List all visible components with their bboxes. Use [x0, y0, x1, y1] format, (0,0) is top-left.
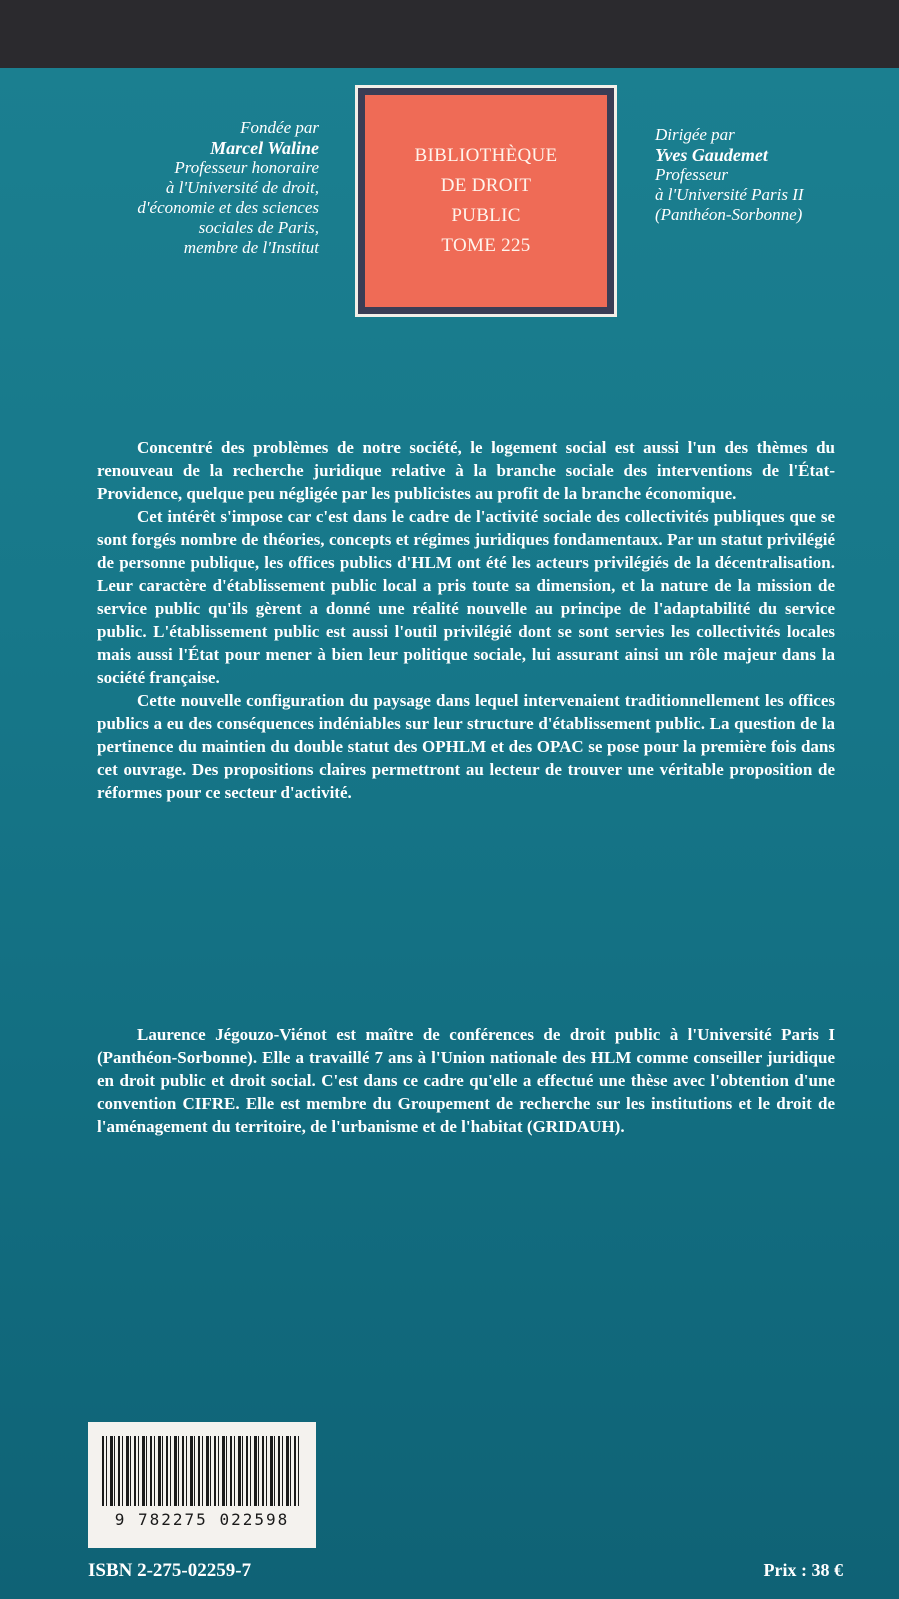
director-title-1: Professeur — [655, 165, 729, 184]
director-credit — [655, 125, 895, 225]
book-back-cover — [0, 68, 899, 1599]
founder-label: Fondée par — [240, 118, 319, 137]
series-line-3: PUBLIC — [451, 205, 521, 226]
series-label — [365, 95, 607, 307]
founder-name: Marcel Waline — [210, 138, 319, 158]
series-line-1: BIBLIOTHÈQUE — [414, 145, 558, 166]
founder-credit — [19, 118, 319, 258]
barcode-bars — [102, 1436, 302, 1506]
director-name: Yves Gaudemet — [655, 145, 768, 165]
barcode-digits: 9 782275 022598 — [114, 1510, 290, 1529]
series-label-frame — [355, 85, 617, 317]
blurb-paragraph-2: Cet intérêt s'impose car c'est dans le cadre de l'activité sociale des collectivités publiques que se sont forgés nombre de théories, concepts et régimes juridiques fondamentaux. Par un statut privilégié de personne publique, les offices publics d'HLM ont été les acteurs privilégiés de la décentralisation. Leur caractère d'établissement public local a pris toute sa dimension, et la nature de la mission de service public qu'ils gèrent a donné une réalité nouvelle au principe de l'adaptabilité du service public. L'établissement public est aussi l'outil privilégié dont se sont servies les collectivités locales mais aussi l'État pour mener à bien leur politique sociale, lui assurant ainsi un rôle majeur dans la société française. — [97, 507, 835, 687]
founder-title-2: à l'Université de droit, — [165, 178, 319, 197]
price-label: Prix : 38 € — [763, 1560, 843, 1580]
director-title-2: à l'Université Paris II — [655, 185, 804, 204]
isbn-number: ISBN 2-275-02259-7 — [88, 1560, 252, 1581]
series-line-2: DE DROIT — [440, 175, 532, 196]
barcode-label — [88, 1422, 316, 1548]
founder-title-5: membre de l'Institut — [183, 238, 319, 257]
author-bio-text: Laurence Jégouzo-Viénot est maître de conférences de droit public à l'Université Paris I (Panthéon-Sorbonne). Elle a travaillé 7 ans à l'Union nationale des HLM comme conseiller juridique en droit public et droit social. C'est dans ce cadre qu'elle a effectué une thèse avec l'obtention d'une convention CIFRE. Elle est membre du Groupement de recherche sur les institutions et le droit de l'aménagement du territoire, de l'urbanisme et de l'habitat (GRIDAUH). — [97, 1025, 835, 1136]
founder-title-4: sociales de Paris, — [198, 218, 319, 237]
director-title-3: (Panthéon-Sorbonne) — [655, 205, 803, 224]
founder-title-1: Professeur honoraire — [174, 158, 319, 177]
founder-title-3: d'économie et des sciences — [137, 198, 319, 217]
director-label: Dirigée par — [655, 125, 735, 144]
blurb-paragraph-1: Concentré des problèmes de notre société, le logement social est aussi l'un des thèmes du renouveau de la recherche juridique relative à la branche sociale des interventions de l'État-Providence, quelque peu négligée par les publicistes au profit de la branche économique. — [97, 438, 835, 503]
blurb-paragraph-3: Cette nouvelle configuration du paysage dans lequel intervenaient traditionnellement les offices publics a eu des conséquences indéniables sur leur structure d'établissement public. La question de la pertinence du maintien du double statut des OPHLM et des OPAC se pose pour la première fois dans cet ouvrage. Des propositions claires permettront au lecteur de trouver une véritable proposition de réformes pour ce secteur d'activité. — [97, 691, 835, 802]
series-volume: TOME 225 — [441, 235, 531, 256]
book-blurb — [97, 436, 835, 804]
author-bio — [97, 1023, 835, 1138]
